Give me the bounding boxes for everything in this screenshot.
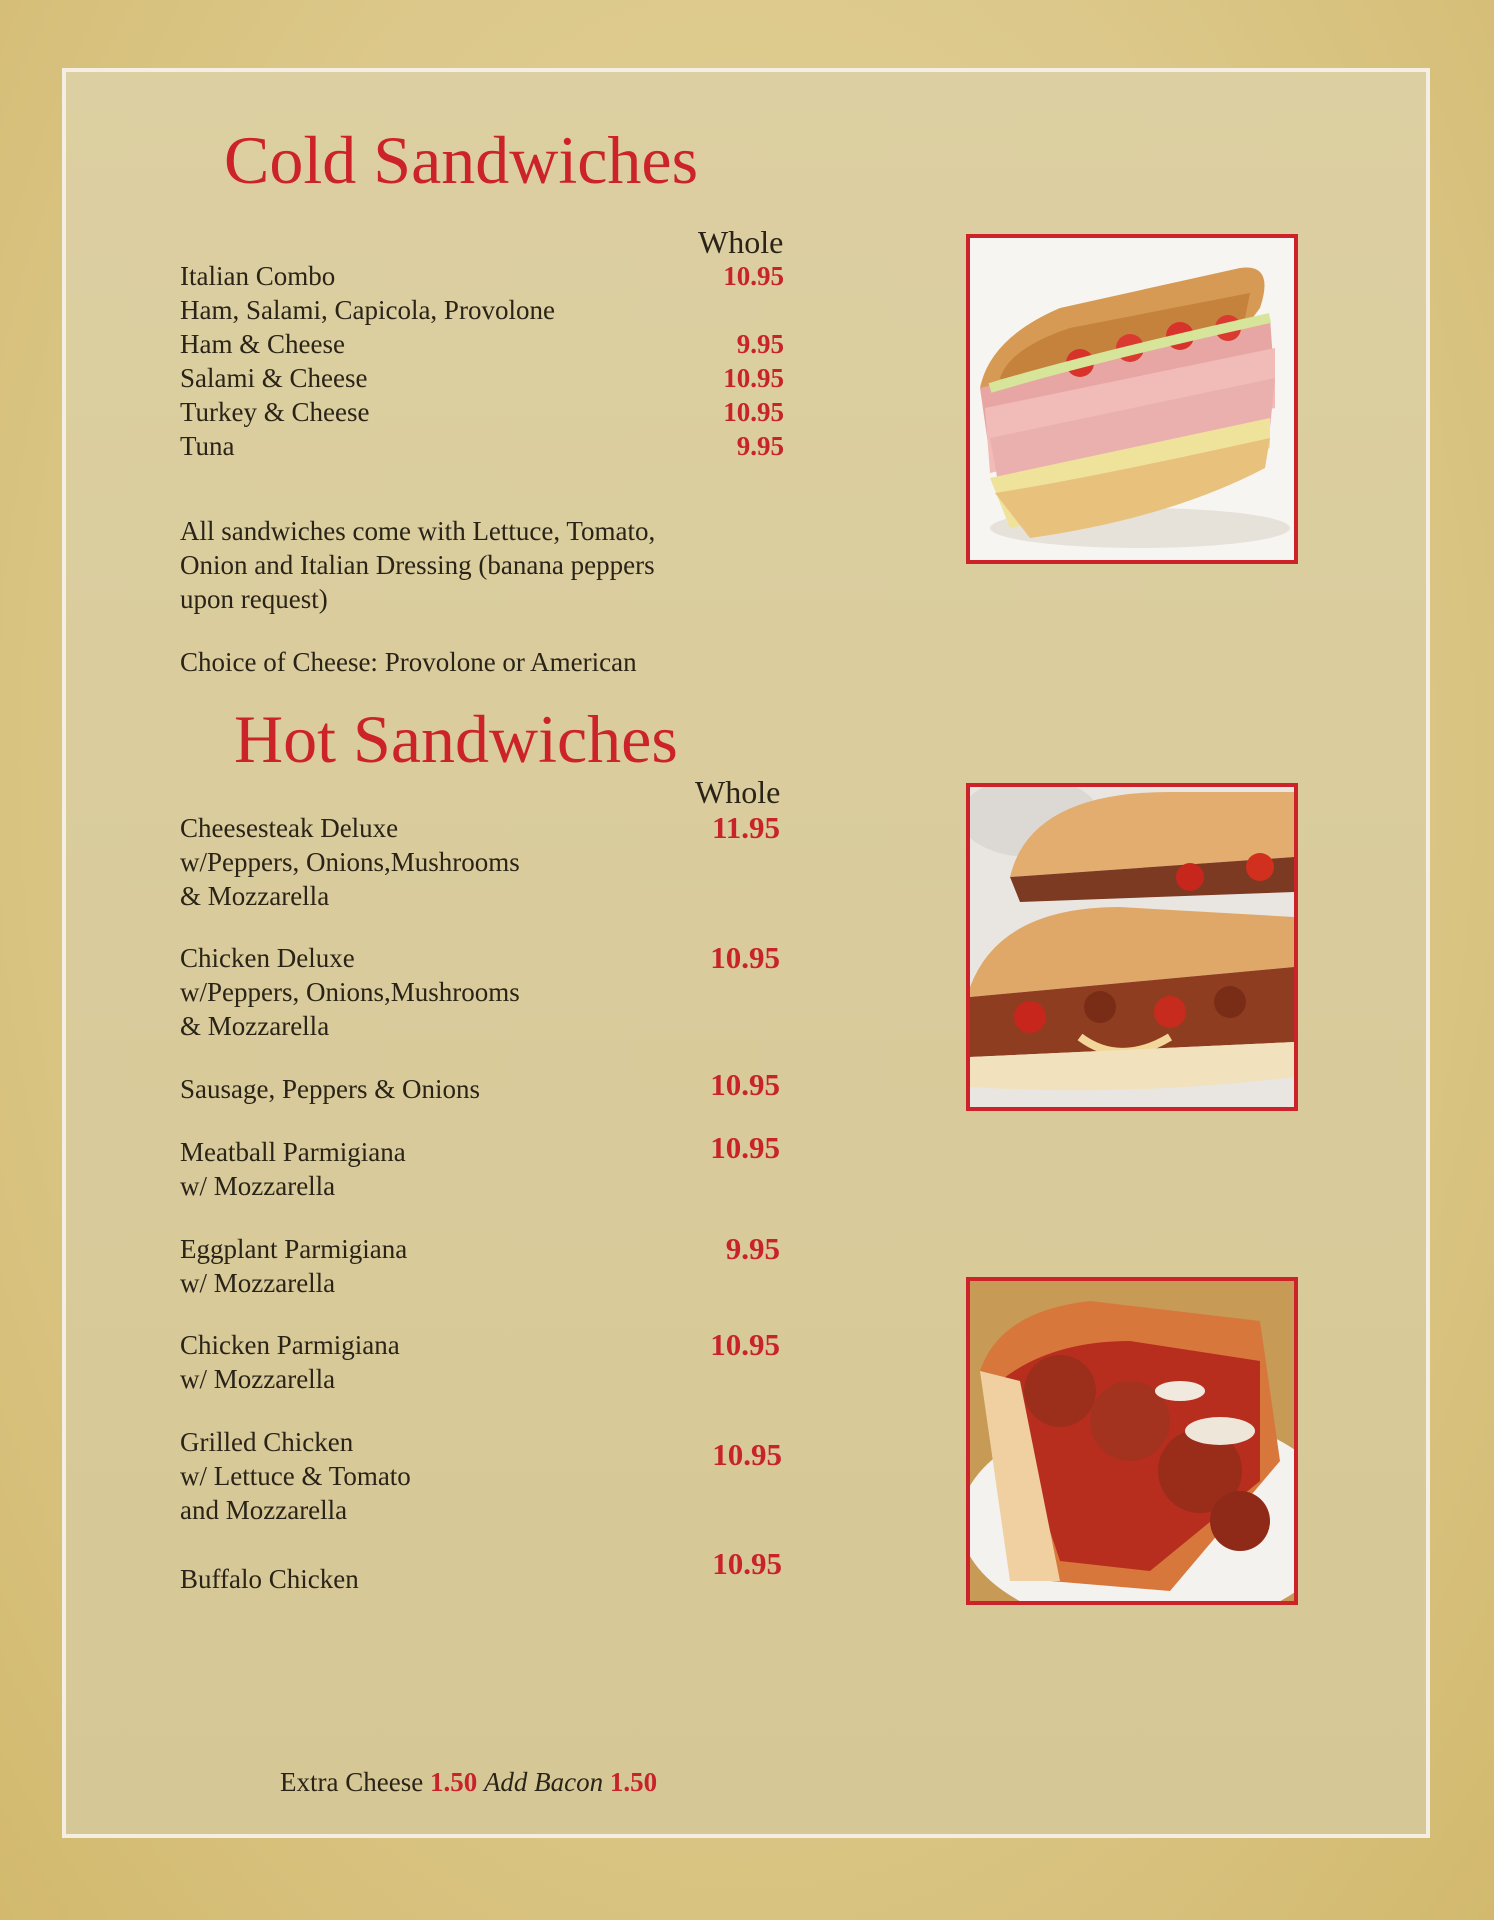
- add-bacon-label: Add Bacon: [483, 1767, 604, 1797]
- extra-cheese-price: 1.50: [429, 1767, 478, 1797]
- cold-sandwiches-title: Cold Sandwiches: [224, 122, 699, 198]
- menu-item-desc: & Mozzarella: [180, 1011, 330, 1041]
- menu-item-desc: and Mozzarella: [180, 1495, 348, 1525]
- menu-item-desc: w/ Mozzarella: [180, 1268, 336, 1298]
- menu-item-name: Turkey & Cheese: [180, 397, 370, 427]
- menu-item-price: 10.95: [723, 397, 784, 427]
- menu-item-desc: Ham, Salami, Capicola, Provolone: [180, 295, 555, 325]
- menu-item-desc: & Mozzarella: [180, 881, 330, 911]
- add-bacon-price: 1.50: [609, 1767, 658, 1797]
- menu-item-price: 10.95: [723, 261, 784, 291]
- menu-item-name: Grilled Chicken: [180, 1427, 354, 1457]
- menu-item-price: 10.95: [712, 1437, 782, 1472]
- meatball-sub-photo: [966, 1277, 1298, 1605]
- menu-item-price: 10.95: [710, 1130, 780, 1165]
- hot-column-header: Whole: [695, 774, 781, 810]
- included-toppings-note-line: upon request): [180, 584, 328, 614]
- cheese-choice-note: Choice of Cheese: Provolone or American: [180, 647, 637, 677]
- menu-item-name: Tuna: [180, 431, 235, 461]
- menu-item-price: 10.95: [712, 1546, 782, 1581]
- menu-item-desc: w/ Mozzarella: [180, 1171, 336, 1201]
- menu-item-name: Cheesesteak Deluxe: [180, 813, 399, 843]
- menu-item-desc: w/Peppers, Onions,Mushrooms: [180, 977, 520, 1007]
- menu-item-name: Salami & Cheese: [180, 363, 368, 393]
- included-toppings-note-line: All sandwiches come with Lettuce, Tomato,: [180, 516, 656, 546]
- extra-cheese-label: Extra Cheese: [280, 1767, 424, 1797]
- menu-item-name: Chicken Deluxe: [180, 943, 355, 973]
- italian-sub-photo: [966, 234, 1298, 564]
- menu-item-name: Ham & Cheese: [180, 329, 345, 359]
- included-toppings-note-line: Onion and Italian Dressing (banana peppers: [180, 550, 655, 580]
- cold-column-header: Whole: [698, 224, 784, 260]
- menu-item-name: Sausage, Peppers & Onions: [180, 1074, 480, 1104]
- menu-item-name: Eggplant Parmigiana: [180, 1234, 408, 1264]
- menu-item-desc: w/ Lettuce & Tomato: [180, 1461, 411, 1491]
- menu-item-price: 9.95: [736, 329, 784, 359]
- menu-item-price: 10.95: [710, 1067, 780, 1102]
- menu-item-price: 9.95: [725, 1231, 780, 1266]
- menu-item-price: 10.95: [710, 1327, 780, 1362]
- menu-item-name: Meatball Parmigiana: [180, 1137, 406, 1167]
- add-ons-line: [280, 1765, 657, 1799]
- sausage-peppers-sub-photo: [966, 783, 1298, 1111]
- menu-item-desc: w/Peppers, Onions,Mushrooms: [180, 847, 520, 877]
- hot-sandwiches-title: Hot Sandwiches: [234, 701, 678, 777]
- menu-item-price: 10.95: [723, 363, 784, 393]
- menu-item-name: Italian Combo: [180, 261, 336, 291]
- menu-item-desc: w/ Mozzarella: [180, 1364, 336, 1394]
- menu-item-name: Chicken Parmigiana: [180, 1330, 400, 1360]
- menu-item-price: 9.95: [736, 431, 784, 461]
- menu-item-price: 11.95: [711, 810, 780, 845]
- menu-item-name: Buffalo Chicken: [180, 1564, 359, 1594]
- menu-item-price: 10.95: [710, 940, 780, 975]
